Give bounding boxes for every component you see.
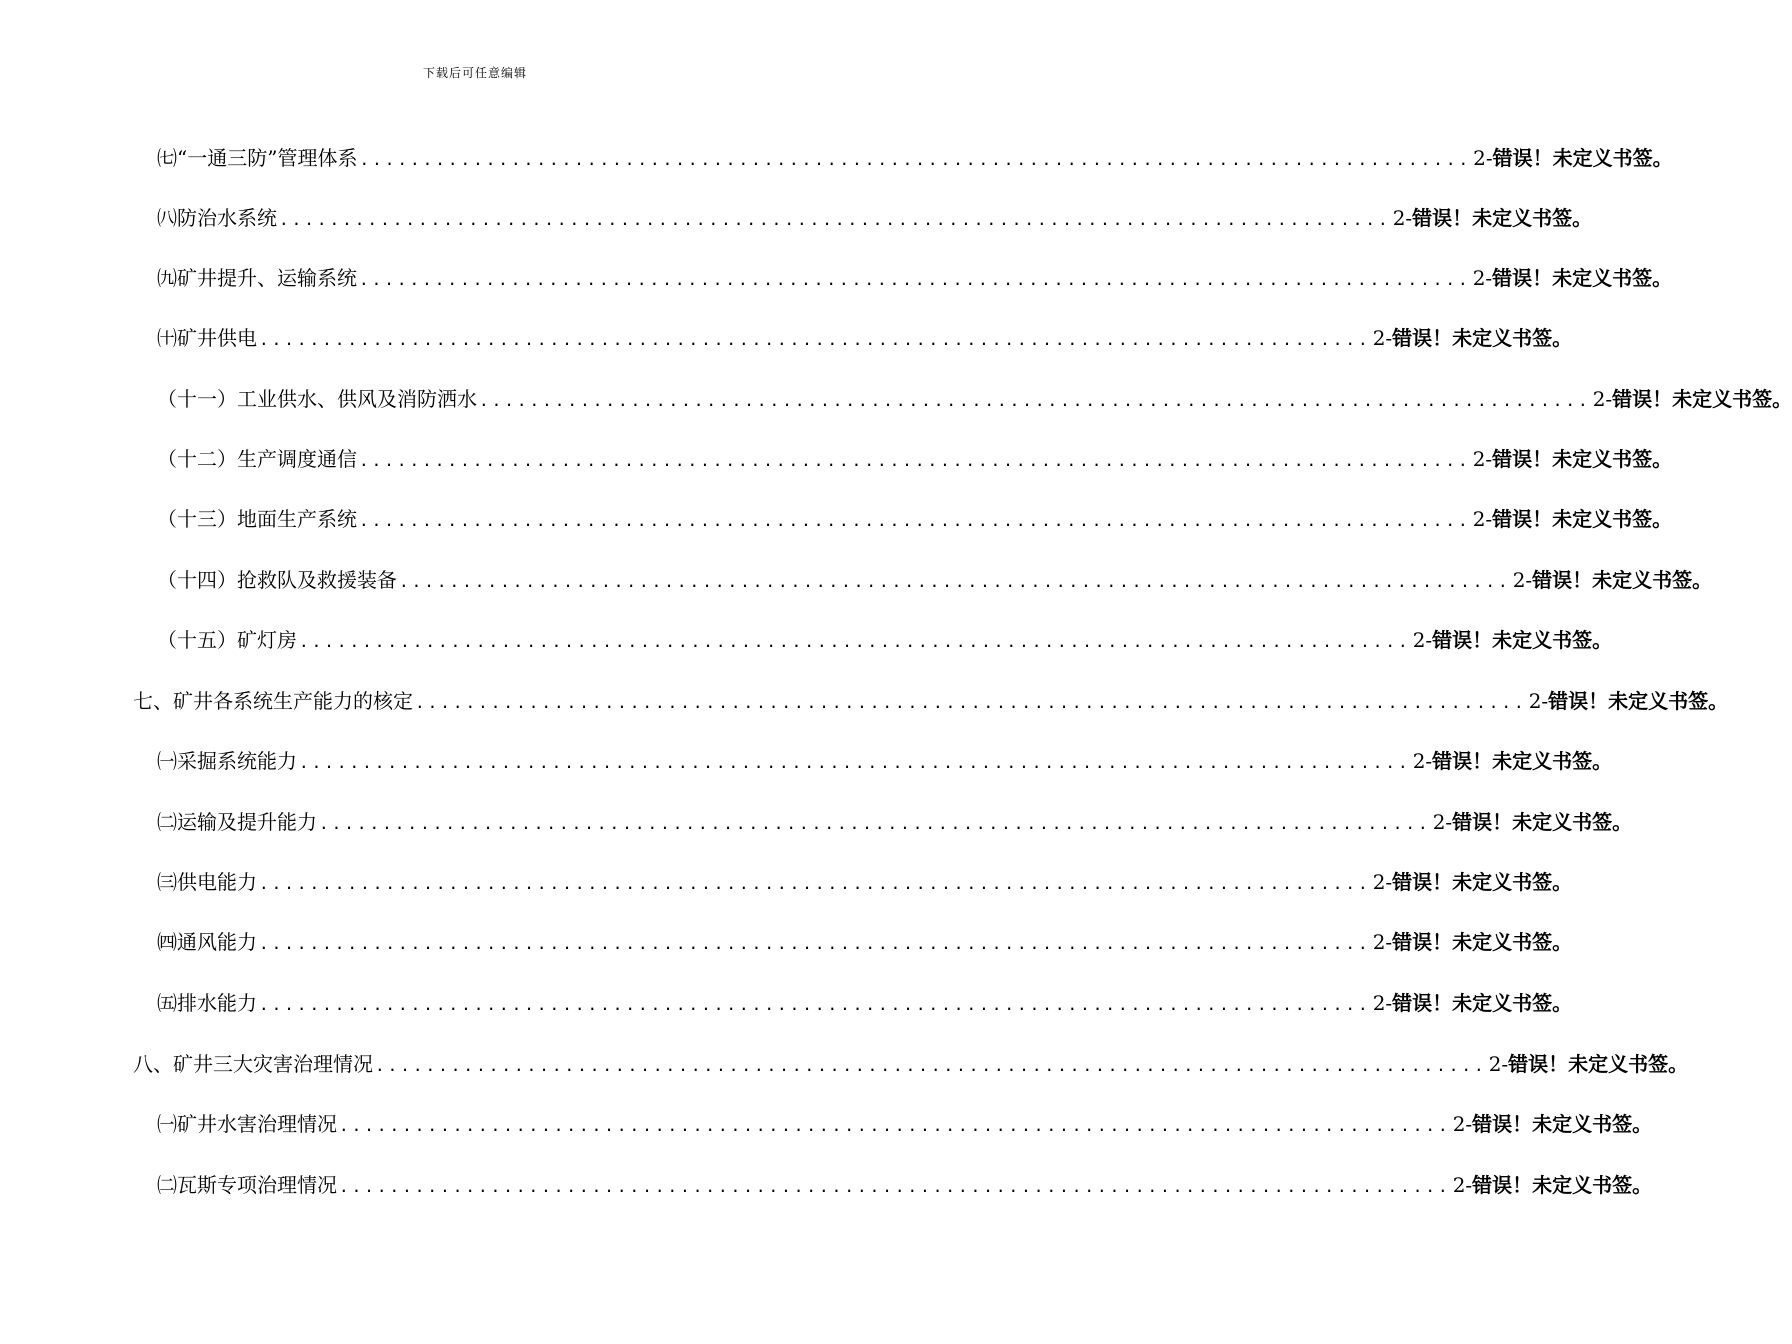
- toc-entry-error: 错误！未定义书签。: [1612, 387, 1792, 411]
- toc-entry-page: 2-: [1412, 628, 1433, 652]
- toc-entry-title: ㈣通风能力: [157, 930, 257, 954]
- toc-leader-dots: ........................................................................................: [415, 693, 1527, 712]
- toc-entry-title: ㈠矿井水害治理情况: [157, 1112, 337, 1136]
- toc-entry[interactable]: [157, 745, 1613, 775]
- toc-entry-error: 错误！未定义书签。: [1472, 1173, 1653, 1197]
- toc-entry-page: 2-: [1472, 447, 1493, 471]
- toc-entry[interactable]: [157, 1169, 1653, 1199]
- toc-entry-page: 2-: [1412, 749, 1433, 773]
- toc-leader-dots: ........................................................................................: [339, 1177, 1451, 1196]
- toc-leader-dots: ........................................................................................: [359, 511, 1471, 530]
- toc-leader-dots: ........................................................................................: [279, 210, 1391, 229]
- toc-entry-page: 2-: [1452, 1173, 1473, 1197]
- toc-entry-error: 错误！未定义书签。: [1492, 266, 1673, 290]
- toc-entry-title: （十五）矿灯房: [157, 628, 297, 652]
- toc-entry-title: （十四）抢救队及救援装备: [157, 568, 397, 592]
- toc-entry-page: 2-: [1472, 266, 1493, 290]
- toc-entry[interactable]: [157, 926, 1573, 956]
- toc-entry[interactable]: [157, 564, 1713, 594]
- toc-entry-error: 错误！未定义书签。: [1392, 870, 1573, 894]
- toc-entry[interactable]: [133, 685, 1729, 715]
- toc-entry-error: 错误！未定义书签。: [1392, 991, 1573, 1015]
- toc-entry-error: 错误！未定义书签。: [1492, 447, 1673, 471]
- toc-entry-title: ㈨矿井提升、运输系统: [157, 266, 357, 290]
- toc-leader-dots: ........................................................................................: [259, 995, 1371, 1014]
- toc-entry-title: ㈢供电能力: [157, 870, 257, 894]
- toc-entry-page: 2-: [1473, 146, 1493, 170]
- toc-leader-dots: ........................................................................................: [319, 814, 1431, 833]
- toc-entry[interactable]: [157, 262, 1673, 292]
- toc-entry-page: 2-: [1432, 810, 1453, 834]
- toc-entry[interactable]: [133, 1048, 1689, 1078]
- toc-entry[interactable]: [157, 806, 1633, 836]
- toc-leader-dots: ........................................................................................: [359, 150, 1472, 169]
- toc-entry-page: 2-: [1392, 206, 1413, 230]
- toc-entry[interactable]: [157, 1108, 1653, 1138]
- toc-entry-error: 错误！未定义书签。: [1392, 930, 1573, 954]
- toc-entry-title: 七、矿井各系统生产能力的核定: [133, 689, 413, 713]
- toc-entry-error: 错误！未定义书签。: [1432, 628, 1613, 652]
- toc-entry-error: 错误！未定义书签。: [1508, 1052, 1689, 1076]
- toc-entry-title: ㈩矿井供电: [157, 326, 257, 350]
- toc-leader-dots: ........................................................................................: [359, 451, 1471, 470]
- toc-entry-page: 2-: [1512, 568, 1533, 592]
- toc-entry-page: 2-: [1372, 870, 1393, 894]
- toc-entry[interactable]: [157, 202, 1593, 232]
- toc-entry[interactable]: [157, 866, 1573, 896]
- toc-entry-page: 2-: [1452, 1112, 1473, 1136]
- toc-leader-dots: ........................................................................................: [259, 330, 1371, 349]
- toc-entry-page: 2-: [1592, 387, 1613, 411]
- toc-entry-error: 错误！未定义书签。: [1532, 568, 1713, 592]
- toc-entry-error: 错误！未定义书签。: [1412, 206, 1593, 230]
- toc-entry-page: 2-: [1472, 507, 1493, 531]
- toc-entry-error: 错误！未定义书签。: [1548, 689, 1729, 713]
- toc-leader-dots: ........................................................................................: [259, 934, 1371, 953]
- toc-leader-dots: ........................................................................................: [299, 753, 1411, 772]
- toc-entry-title: ㈡瓦斯专项治理情况: [157, 1173, 337, 1197]
- toc-entry-title: 八、矿井三大灾害治理情况: [133, 1052, 373, 1076]
- toc-entry-page: 2-: [1372, 326, 1393, 350]
- toc-entry-title: （十二）生产调度通信: [157, 447, 357, 471]
- toc-entry[interactable]: [157, 503, 1673, 533]
- toc-entry-page: 2-: [1488, 1052, 1509, 1076]
- toc-entry[interactable]: [157, 624, 1613, 654]
- toc-leader-dots: ........................................................................................: [479, 391, 1591, 410]
- toc-leader-dots: ........................................................................................: [339, 1116, 1451, 1135]
- toc-entry-error: 错误！未定义书签。: [1392, 326, 1573, 350]
- toc-entry-page: 2-: [1372, 930, 1393, 954]
- toc-entry-title: ㈤排水能力: [157, 991, 257, 1015]
- toc-entry-title: （十一）工业供水、供风及消防洒水: [157, 387, 477, 411]
- toc-entry[interactable]: [157, 142, 1673, 172]
- toc-entry[interactable]: [157, 322, 1573, 352]
- toc-entry-page: 2-: [1372, 991, 1393, 1015]
- toc-entry-error: 错误！未定义书签。: [1432, 749, 1613, 773]
- toc-entry[interactable]: [157, 443, 1673, 473]
- toc-leader-dots: ........................................................................................: [359, 270, 1471, 289]
- toc-entry[interactable]: [157, 383, 1792, 413]
- toc-entry-title: ㈠采掘系统能力: [157, 749, 297, 773]
- toc-entry-title: （十三）地面生产系统: [157, 507, 357, 531]
- toc-entry-title: ㈧防治水系统: [157, 206, 277, 230]
- toc-entry-error: 错误！未定义书签。: [1492, 507, 1673, 531]
- toc-entry-error: 错误！未定义书签。: [1452, 810, 1633, 834]
- page-header: 下载后可任意编辑: [422, 66, 527, 80]
- toc-leader-dots: ........................................................................................: [399, 572, 1511, 591]
- toc-entry[interactable]: [157, 987, 1573, 1017]
- toc-entry-title: ㈦“一通三防”管理体系: [157, 146, 358, 170]
- toc-entry-title: ㈡运输及提升能力: [157, 810, 317, 834]
- toc-entry-error: 错误！未定义书签。: [1472, 1112, 1653, 1136]
- toc-leader-dots: ........................................................................................: [375, 1056, 1487, 1075]
- toc-entry-error: 错误！未定义书签。: [1492, 146, 1673, 170]
- toc-leader-dots: ........................................................................................: [299, 632, 1411, 651]
- toc-entry-page: 2-: [1528, 689, 1549, 713]
- toc-leader-dots: ........................................................................................: [259, 874, 1371, 893]
